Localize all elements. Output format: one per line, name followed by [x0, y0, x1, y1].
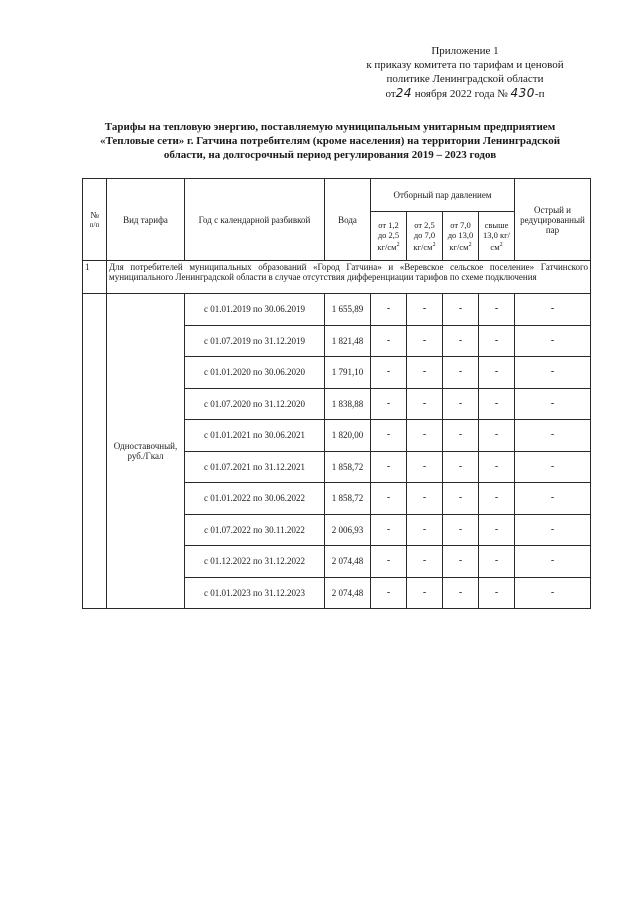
header-num — [83, 179, 107, 261]
empty-tariff-cell: - — [515, 294, 591, 326]
header-period: Год с календарной разбивкой — [185, 179, 325, 261]
water-tariff-cell: 2 006,93 — [325, 514, 371, 546]
header-steam-col-3 — [443, 212, 479, 261]
tariff-table — [82, 178, 591, 609]
empty-tariff-cell: - — [515, 577, 591, 609]
empty-tariff-cell: - — [479, 546, 515, 578]
empty-tariff-cell: - — [443, 294, 479, 326]
period-cell: с 01.01.2022 по 30.06.2022 — [185, 483, 325, 515]
header-steam-col-1 — [371, 212, 407, 261]
empty-tariff-cell: - — [407, 483, 443, 515]
empty-tariff-cell: - — [407, 357, 443, 389]
empty-tariff-cell: - — [371, 546, 407, 578]
tariff-type-cell: Одноставочный, руб./Гкал — [107, 294, 185, 609]
empty-tariff-cell: - — [371, 325, 407, 357]
header-steam-col-4 — [479, 212, 515, 261]
water-tariff-cell: 1 820,00 — [325, 420, 371, 452]
title-line-1: Тарифы на тепловую энергию, поставляемую муниципальным унитарным предприятием — [104, 121, 556, 133]
empty-tariff-cell: - — [479, 357, 515, 389]
period-cell: с 01.12.2022 по 31.12.2022 — [185, 546, 325, 578]
empty-tariff-cell: - — [479, 483, 515, 515]
steam-col-1-label: от 1,2 до 2,5 кг/см — [377, 220, 400, 252]
period-cell: с 01.07.2019 по 31.12.2019 — [185, 325, 325, 357]
empty-tariff-cell: - — [443, 357, 479, 389]
superscript: 2 — [468, 242, 472, 249]
empty-tariff-cell: - — [407, 388, 443, 420]
empty-tariff-cell: - — [407, 451, 443, 483]
empty-tariff-cell: - — [407, 420, 443, 452]
steam-col-3-label: от 7,0 до 13,0 кг/см — [447, 220, 474, 252]
appendix-date-line — [340, 86, 590, 101]
empty-tariff-cell: - — [371, 483, 407, 515]
handwritten-day: 24 — [395, 86, 412, 100]
header-steam-group: Отборный пар давлением — [371, 179, 515, 212]
empty-tariff-cell: - — [515, 357, 591, 389]
steam-col-2-label: от 2,5 до 7,0 кг/см — [413, 220, 436, 252]
date-suffix: -п — [534, 88, 545, 100]
empty-tariff-cell: - — [479, 325, 515, 357]
appendix-block — [340, 44, 590, 101]
empty-tariff-cell: - — [407, 546, 443, 578]
empty-tariff-cell: - — [371, 514, 407, 546]
empty-tariff-cell: - — [443, 420, 479, 452]
steam-col-4-label: свыше 13,0 кг/см — [483, 220, 510, 252]
empty-tariff-cell: - — [371, 294, 407, 326]
empty-tariff-cell: - — [407, 577, 443, 609]
empty-tariff-cell: - — [515, 483, 591, 515]
water-tariff-cell: 2 074,48 — [325, 546, 371, 578]
appendix-policy-line: политике Ленинградской области — [386, 73, 544, 85]
header-num-abbr: п/п — [89, 220, 100, 229]
period-cell: с 01.01.2020 по 30.06.2020 — [185, 357, 325, 389]
water-tariff-cell: 1 791,10 — [325, 357, 371, 389]
empty-tariff-cell: - — [443, 325, 479, 357]
empty-tariff-cell: - — [515, 546, 591, 578]
empty-tariff-cell: - — [407, 514, 443, 546]
header-acute-steam: Острый и редуцированный пар — [515, 179, 591, 261]
title-line-3: области, на долгосрочный период регулирования 2019 – 2023 годов — [163, 149, 497, 161]
empty-tariff-cell: - — [371, 420, 407, 452]
row-number-empty — [83, 294, 107, 609]
empty-tariff-cell: - — [515, 420, 591, 452]
header-steam-col-2 — [407, 212, 443, 261]
empty-tariff-cell: - — [479, 388, 515, 420]
group-description: Для потребителей муниципальных образований «Город Гатчина» и «Веревское сельское поселение» Гатчинского муниципального Ленинградской области в случае отсутствия дифференциации тарифов по схеме подключения — [107, 261, 591, 294]
title-line-2: «Тепловые сети» г. Гатчина потребителям (кроме населения) на территории Ленинградской — [99, 135, 561, 147]
empty-tariff-cell: - — [479, 420, 515, 452]
group-number: 1 — [83, 261, 107, 294]
period-cell: с 01.07.2021 по 31.12.2021 — [185, 451, 325, 483]
date-prefix: от — [385, 88, 396, 100]
water-tariff-cell: 1 838,88 — [325, 388, 371, 420]
period-cell: с 01.01.2019 по 30.06.2019 — [185, 294, 325, 326]
empty-tariff-cell: - — [479, 577, 515, 609]
header-row-1 — [83, 179, 591, 212]
empty-tariff-cell: - — [407, 325, 443, 357]
appendix-order-line: к приказу комитета по тарифам и ценовой — [366, 59, 564, 71]
period-cell: с 01.07.2022 по 30.11.2022 — [185, 514, 325, 546]
superscript: 2 — [432, 242, 436, 249]
group-row — [83, 261, 591, 294]
empty-tariff-cell: - — [443, 483, 479, 515]
empty-tariff-cell: - — [371, 388, 407, 420]
empty-tariff-cell: - — [515, 325, 591, 357]
header-num-symbol: № — [90, 209, 99, 220]
empty-tariff-cell: - — [371, 357, 407, 389]
empty-tariff-cell: - — [443, 546, 479, 578]
handwritten-number: 430 — [510, 86, 535, 100]
empty-tariff-cell: - — [479, 451, 515, 483]
water-tariff-cell: 1 821,48 — [325, 325, 371, 357]
tariff-rows — [83, 294, 591, 609]
appendix-title: Приложение 1 — [431, 45, 499, 57]
period-cell: с 01.07.2020 по 31.12.2020 — [185, 388, 325, 420]
empty-tariff-cell: - — [443, 451, 479, 483]
empty-tariff-cell: - — [479, 294, 515, 326]
date-middle: ноября 2022 года № — [414, 88, 508, 100]
table-row — [83, 294, 591, 326]
water-tariff-cell: 2 074,48 — [325, 577, 371, 609]
water-tariff-cell: 1 858,72 — [325, 451, 371, 483]
empty-tariff-cell: - — [371, 577, 407, 609]
empty-tariff-cell: - — [443, 514, 479, 546]
water-tariff-cell: 1 858,72 — [325, 483, 371, 515]
empty-tariff-cell: - — [407, 294, 443, 326]
empty-tariff-cell: - — [515, 514, 591, 546]
empty-tariff-cell: - — [515, 388, 591, 420]
header-tariff-type: Вид тарифа — [107, 179, 185, 261]
empty-tariff-cell: - — [515, 451, 591, 483]
header-water: Вода — [325, 179, 371, 261]
superscript: 2 — [499, 242, 503, 249]
empty-tariff-cell: - — [371, 451, 407, 483]
period-cell: с 01.01.2023 по 31.12.2023 — [185, 577, 325, 609]
superscript: 2 — [396, 242, 400, 249]
empty-tariff-cell: - — [479, 514, 515, 546]
empty-tariff-cell: - — [443, 577, 479, 609]
document-title — [70, 120, 590, 162]
period-cell: с 01.01.2021 по 30.06.2021 — [185, 420, 325, 452]
empty-tariff-cell: - — [443, 388, 479, 420]
water-tariff-cell: 1 655,89 — [325, 294, 371, 326]
